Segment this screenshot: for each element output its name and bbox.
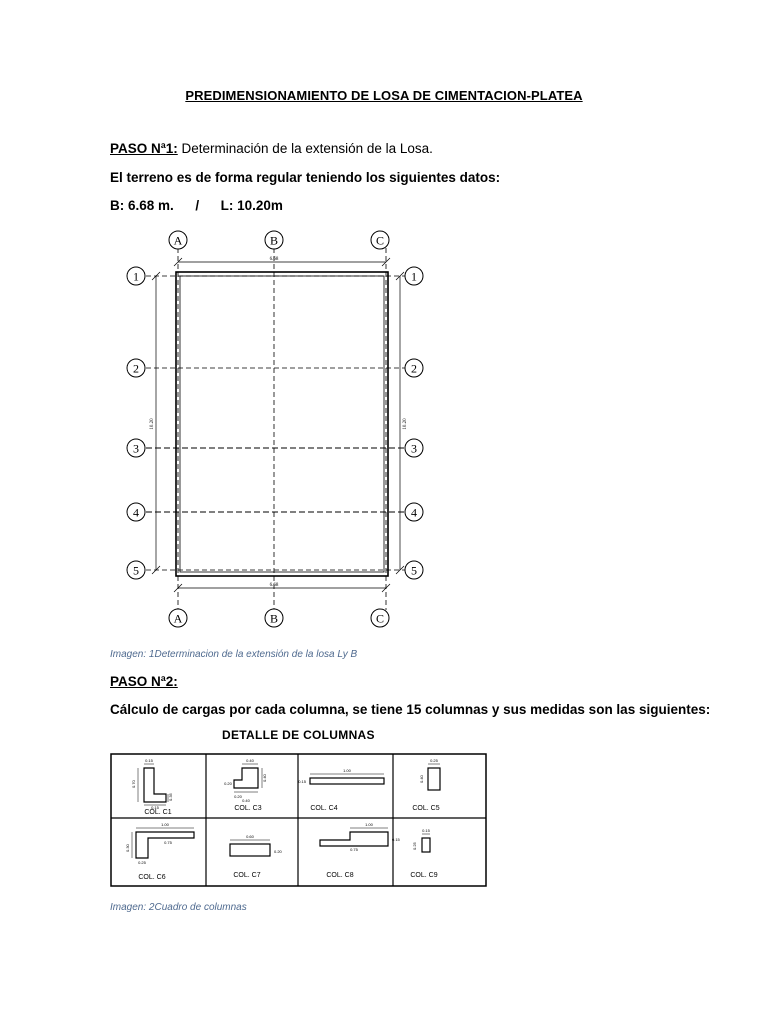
c6-dim-3: 0.75 [164, 840, 172, 845]
axis-bubble-top-a [169, 231, 187, 249]
axis-bubble-bottom-c [371, 609, 389, 627]
c1-dim-3: 0.15 [151, 805, 159, 810]
c8-dim-1: 1.00 [365, 822, 373, 827]
svg-text:5: 5 [411, 563, 417, 578]
right-dimension-text: 10.20 [403, 418, 408, 430]
c3-dim-3: 0.40 [262, 774, 267, 782]
dimensions-line [110, 198, 283, 213]
column-c1 [131, 758, 173, 816]
paso2-label: PASO Nª2: [110, 674, 178, 689]
c8-dim-3: 0.75 [350, 847, 358, 852]
c1-dim-1: 0.15 [145, 758, 153, 763]
dimension-b: B: 6.68 m. [110, 198, 174, 213]
column-c4 [298, 768, 384, 812]
axis-bubble-left-5 [127, 561, 145, 579]
c6-label: COL. C6 [138, 874, 166, 881]
axis-bubble-right-2 [405, 359, 423, 377]
calc-text: Cálculo de cargas por cada columna, se tiene 15 columnas y sus medidas son las siguientes: [110, 702, 711, 717]
svg-text:C: C [375, 233, 385, 248]
column-c3 [224, 758, 267, 812]
svg-text:5: 5 [133, 563, 139, 578]
c1-dim-4: 0.35 [168, 793, 173, 801]
c3-dim-4: 0.20 [234, 794, 242, 799]
left-dimension-text: 10.20 [150, 418, 155, 430]
c5-dim-2: 0.40 [419, 775, 424, 783]
paso1-text: Determinación de la extensión de la Losa. [177, 141, 433, 156]
axis-bubble-right-4 [405, 503, 423, 521]
column-c6 [125, 822, 194, 881]
axis-bubble-left-2 [127, 359, 145, 377]
svg-text:3: 3 [133, 441, 139, 456]
axis-bubble-right-1 [405, 267, 423, 285]
svg-text:A: A [173, 233, 183, 248]
c1-label: COL. C1 [144, 809, 172, 816]
axis-bubble-left-1 [127, 267, 145, 285]
axis-bubble-top-b [265, 231, 283, 249]
c4-dim-1: 1.00 [343, 768, 351, 773]
c5-dim-1: 0.25 [430, 758, 438, 763]
svg-text:3: 3 [411, 441, 417, 456]
caption-figure-1: Imagen: 1Determinacion de la extensión de la losa Ly B [110, 649, 358, 660]
floor-plan-drawing [110, 226, 440, 634]
axis-bubble-bottom-a [169, 609, 187, 627]
svg-text:2: 2 [411, 361, 417, 376]
c3-dim-1: 0.40 [246, 758, 254, 763]
c1-dim-2: 0.70 [131, 780, 136, 788]
svg-text:A: A [173, 611, 183, 626]
intro-text: El terreno es de forma regular teniendo los siguientes datos: [110, 170, 501, 185]
c8-dim-2: 0.15 [392, 837, 400, 842]
dimension-l: L: 10.20m [220, 198, 283, 213]
c7-dim-2: 0.20 [274, 849, 282, 854]
c7-label: COL. C7 [233, 872, 261, 879]
column-c8 [320, 822, 401, 879]
axis-bubble-top-c [371, 231, 389, 249]
axis-bubble-right-3 [405, 439, 423, 457]
c4-label: COL. C4 [310, 805, 338, 812]
c9-label: COL. C9 [410, 872, 438, 879]
c9-dim-2: 0.25 [412, 842, 417, 850]
axis-bubble-bottom-b [265, 609, 283, 627]
dimension-separator: / [195, 198, 200, 213]
paso2-line [110, 674, 178, 689]
columns-detail-table [110, 752, 488, 888]
axis-bubble-left-3 [127, 439, 145, 457]
columns-detail-title: DETALLE DE COLUMNAS [222, 728, 375, 742]
axis-bubble-left-4 [127, 503, 145, 521]
c6-dim-4: 0.25 [138, 860, 146, 865]
paso1-line [110, 141, 433, 156]
column-c5 [412, 758, 440, 812]
c7-dim-1: 0.60 [246, 834, 254, 839]
svg-text:C: C [375, 611, 385, 626]
c3-dim-2: 0.20 [224, 781, 232, 786]
svg-text:1: 1 [411, 269, 417, 284]
svg-text:B: B [269, 611, 279, 626]
axis-bubble-right-5 [405, 561, 423, 579]
c6-dim-1: 1.00 [161, 822, 169, 827]
svg-text:4: 4 [411, 505, 417, 520]
c3-dim-5: 0.40 [242, 798, 250, 803]
svg-text:1: 1 [133, 269, 139, 284]
svg-text:2: 2 [133, 361, 139, 376]
bottom-dimension-text: 6.68 [269, 583, 279, 588]
c9-dim-1: 0.15 [422, 828, 430, 833]
c5-label: COL. C5 [412, 805, 440, 812]
document-title: PREDIMENSIONAMIENTO DE LOSA DE CIMENTACION-PLATEA [185, 88, 583, 103]
column-c7 [230, 834, 283, 879]
column-c9 [410, 828, 437, 879]
c6-dim-2: 0.30 [125, 844, 130, 852]
top-dimension-text: 6.68 [269, 257, 279, 262]
c8-label: COL. C8 [326, 872, 354, 879]
paso1-label: PASO Nª1: [110, 141, 178, 156]
svg-text:4: 4 [133, 505, 139, 520]
svg-text:B: B [269, 233, 279, 248]
c4-dim-2: 0.15 [298, 779, 306, 784]
caption-figure-2: Imagen: 2Cuadro de columnas [110, 902, 247, 913]
c3-label: COL. C3 [234, 805, 262, 812]
